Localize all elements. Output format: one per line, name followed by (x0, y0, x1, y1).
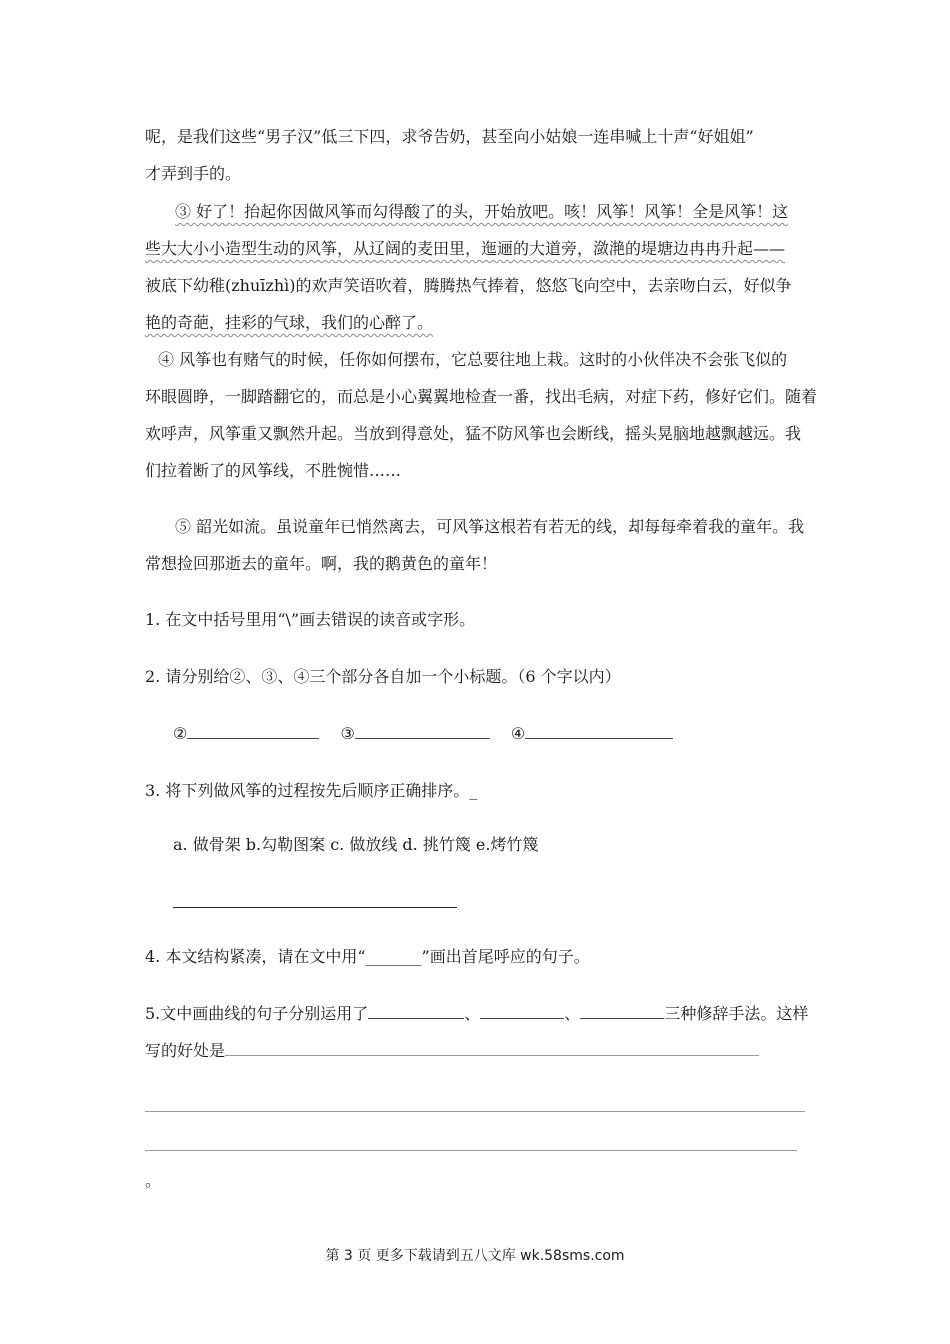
question-2: 2. 请分别给②、③、④三个部分各自加一个小标题。（6 个字以内） (145, 667, 621, 686)
question-5-end-mark: 。 (145, 1171, 162, 1190)
subtitle-4-blank[interactable] (525, 722, 673, 739)
paragraph-4-line-4: 们拉着断了的风筝线，不胜惋惜…… (145, 461, 402, 480)
paragraph-2-line-2: 才弄到手的。 (145, 164, 242, 183)
rhetoric-blank-2[interactable] (480, 1002, 564, 1019)
question-4 (145, 946, 590, 968)
page-footer: 第 3 页 更多下载请到五八文库 wk.58sms.com (325, 1248, 625, 1264)
paragraph-4-line-2: 环眼圆睁，一脚踏翻它的，而总是小心翼翼地检查一番，找出毛病，对症下药，修好它们。随着 (145, 387, 818, 406)
subtitle-2-label: ② (173, 724, 188, 743)
benefit-blank-1[interactable] (225, 1039, 759, 1056)
rhetoric-blank-1[interactable] (368, 1002, 464, 1019)
question-5-benefit-label: 写的好处是 (145, 1041, 226, 1060)
question-1: 1. 在文中括号里用“\”画去错误的读音或字形。 (145, 610, 476, 629)
question-4-blank: _______ (365, 947, 422, 966)
question-3: 3. 将下列做风筝的过程按先后顺序正确排序。_ (145, 781, 478, 800)
question-5-start: 5.文中画曲线的句子分别运用了 (145, 1004, 369, 1023)
rhetoric-blank-3[interactable] (580, 1002, 664, 1019)
paragraph-5-line-2: 常想捡回那逝去的童年。啊，我的鹅黄色的童年！ (145, 554, 498, 573)
paragraph-4-line-3: 欢呼声，风筝重又飘然升起。当放到得意处，猛不防风筝也会断线，摇头晃脑地越飘越远。我 (145, 424, 802, 443)
benefit-answer-line-2[interactable] (145, 1111, 805, 1112)
paragraph-3-line-3: 被底下幼稚(zhuīzhì)的欢声笑语吹着，腾腾热气捧着，悠悠飞向空中，去亲吻白云，好似争 (145, 276, 792, 295)
subtitle-2-blank[interactable] (187, 722, 319, 739)
paragraph-5-line-1: ⑤ 韶光如流。虽说童年已悄然离去，可风筝这根若有若无的线，却每每牵着我的童年。我 (175, 517, 805, 536)
question-3-options: a. 做骨架 b.勾勒图案 c. 做放线 d. 挑竹篾 e.烤竹篾 (173, 835, 539, 854)
paragraph-2-line-1: 呢，是我们这些“男子汉”低三下四，求爷告奶，甚至向小姑娘一连串喊上十声“好姐姐” (145, 127, 754, 146)
question-5-line-2 (145, 1039, 759, 1062)
paragraph-3-line-1: ③ 好了！抬起你因做风筝而勾得酸了的头，开始放吧。咳！风筝！风筝！全是风筝！这 (175, 202, 789, 221)
question-3-answer-line[interactable] (173, 907, 457, 908)
paragraph-3-line-2: 些大大小小造型生动的风筝，从辽阔的麦田里，迤逦的大道旁，潋滟的堤塘边冉冉升起—— (145, 239, 786, 258)
paragraph-4-line-1: ④ 风筝也有赌气的时候，任你如何摆布，它总要往地上栽。这时的小伙伴决不会张飞似的 (158, 350, 788, 369)
paragraph-3-line-4: 艳的奇葩，挂彩的气球，我们的心醉了。 (145, 313, 434, 332)
question-4-suffix: ”画出首尾呼应的句子。 (421, 947, 590, 966)
question-5-sep-1: 、 (464, 1004, 481, 1023)
question-2-answer-row (173, 722, 673, 745)
benefit-answer-line-3[interactable] (145, 1150, 797, 1151)
subtitle-3-label: ③ (340, 724, 355, 743)
question-4-prefix: 4. 本文结构紧凑，请在文中用“ (145, 947, 366, 966)
question-5-sep-2: 、 (564, 1004, 581, 1023)
question-5-end: 三种修辞手法。这样 (664, 1004, 809, 1023)
question-5-line-1 (145, 1002, 808, 1025)
subtitle-4-label: ④ (510, 724, 526, 743)
subtitle-3-blank[interactable] (355, 722, 490, 739)
